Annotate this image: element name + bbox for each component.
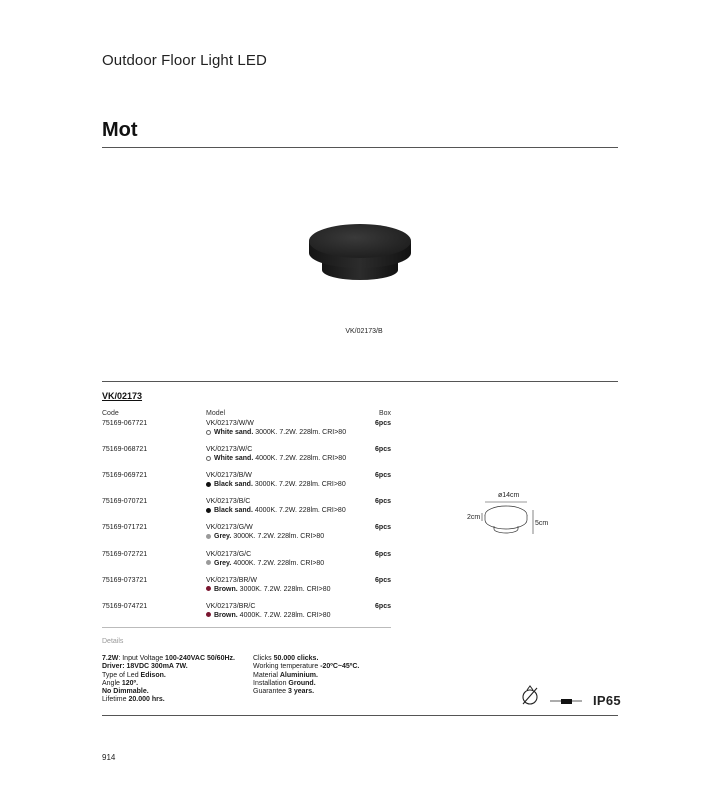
section-divider [102, 381, 618, 382]
finish-name: White sand. [214, 429, 254, 436]
product-code: 75169-073721 [102, 576, 148, 584]
product-description [206, 585, 331, 594]
details-label: Details [102, 638, 124, 645]
product-description [206, 611, 331, 620]
table-row [0, 602, 728, 626]
product-code: 75169-069721 [102, 472, 148, 480]
product-model: VK/02173/G/W [206, 524, 253, 532]
light-spec: 3000K. 7.2W. 228lm. CRI>80 [231, 533, 325, 541]
light-spec: 3000K. 7.2W. 228lm. CRI>80 [237, 585, 331, 593]
dimension-side-height: 2cm [467, 514, 481, 521]
color-swatch-icon [206, 430, 211, 435]
table-row [0, 576, 728, 600]
column-header-code: Code [102, 410, 119, 417]
light-spec: 4000K. 7.2W. 228lm. CRI>80 [231, 559, 325, 567]
table-row [0, 550, 728, 574]
box-quantity: 6pcs [375, 576, 391, 584]
product-code: 75169-072721 [102, 550, 148, 558]
detail-line: Guarantee 3 years. [253, 688, 315, 696]
color-swatch-icon [206, 612, 211, 617]
product-title: Mot [102, 119, 138, 141]
box-quantity: 6pcs [375, 524, 391, 532]
color-swatch-icon [206, 534, 211, 539]
category-title: Outdoor Floor Light LED [102, 52, 267, 69]
box-quantity: 6pcs [375, 550, 391, 558]
light-spec: 3000K. 7.2W. 228lm. CRI>80 [253, 429, 347, 436]
detail-line: Clicks 50.000 clicks. [253, 655, 319, 662]
product-model: VK/02173/W/W [206, 420, 254, 427]
light-spec: 4000K. 7.2W. 228lm. CRI>80 [237, 611, 331, 619]
product-model: VK/02173/G/C [206, 550, 252, 558]
light-spec: 4000K. 7.2W. 228lm. CRI>80 [252, 507, 346, 515]
ip-rating: IP65 [593, 693, 621, 708]
product-model: VK/02173/B/W [206, 472, 252, 480]
detail-line: Driver: 18VDC 300mA 7W. [102, 663, 188, 671]
detail-line: 7.2W: Input Voltage 100-240VAC 50/60Hz. [102, 655, 235, 662]
no-dimmable-icon [519, 683, 541, 707]
finish-name: Brown. [214, 611, 238, 619]
product-description [206, 480, 346, 489]
light-spec: 4000K. 7.2W. 228lm. CRI>80 [253, 455, 347, 463]
color-swatch-icon [206, 586, 211, 591]
box-quantity: 6pcs [375, 446, 391, 454]
product-image [300, 208, 420, 288]
finish-name: Grey. [214, 533, 232, 541]
finish-name: Black sand. [214, 481, 253, 489]
details-right-column [253, 655, 359, 696]
product-description [206, 559, 324, 568]
table-bottom-divider [102, 627, 391, 628]
color-swatch-icon [206, 456, 211, 461]
product-model: VK/02173/W/C [206, 446, 253, 454]
product-model: VK/02173/BR/W [206, 576, 257, 584]
box-quantity: 6pcs [375, 602, 391, 610]
column-header-box: Box [378, 410, 391, 417]
detail-line: Angle 120º. [102, 679, 139, 687]
product-code: 75169-074721 [102, 602, 148, 610]
color-swatch-icon [206, 508, 211, 513]
product-description [206, 428, 346, 437]
product-model: VK/02173/BR/C [206, 602, 256, 610]
table-row [0, 419, 728, 443]
table-row [0, 497, 728, 521]
product-code: 75169-067721 [102, 420, 148, 427]
dimension-drawing [480, 498, 550, 540]
product-code: 75169-071721 [102, 524, 148, 532]
product-model: VK/02173/B/C [206, 498, 251, 506]
color-swatch-icon [206, 560, 211, 565]
dimension-total-height: 5cm [535, 520, 549, 527]
light-spec: 3000K. 7.2W. 228lm. CRI>80 [252, 481, 346, 489]
column-header-model: Model [206, 410, 226, 417]
product-description [206, 454, 346, 463]
details-left-column [102, 655, 235, 705]
color-swatch-icon [206, 482, 211, 487]
title-divider [102, 147, 618, 148]
box-quantity: 6pcs [375, 472, 391, 480]
finish-name: White sand. [214, 455, 254, 463]
detail-line: Type of Led Edison. [102, 671, 166, 679]
table-row [0, 523, 728, 547]
table-row [0, 445, 728, 469]
product-code: 75169-068721 [102, 446, 148, 454]
box-quantity: 6pcs [375, 420, 391, 427]
product-description [206, 506, 346, 515]
finish-name: Black sand. [214, 507, 253, 515]
dimension-diameter: ø14cm [498, 492, 520, 499]
page-number: 914 [102, 753, 116, 762]
product-code: 75169-070721 [102, 498, 148, 506]
detail-line: Installation Ground. [253, 679, 316, 687]
table-row [0, 471, 728, 495]
detail-line: Lifetime 20.000 hrs. [102, 696, 165, 704]
image-caption: VK/02173/B [345, 328, 383, 335]
box-quantity: 6pcs [375, 498, 391, 506]
product-description [206, 532, 324, 541]
detail-line: Material Aluminium. [253, 671, 318, 679]
detail-line: No Dimmable. [102, 688, 149, 696]
family-code: VK/02173 [102, 391, 143, 401]
ground-installation-icon [550, 697, 582, 707]
finish-name: Brown. [214, 585, 238, 593]
finish-name: Grey. [214, 559, 232, 567]
footer-divider [102, 715, 618, 716]
detail-line: Working temperature -20ºC~45ºC. [253, 663, 360, 671]
